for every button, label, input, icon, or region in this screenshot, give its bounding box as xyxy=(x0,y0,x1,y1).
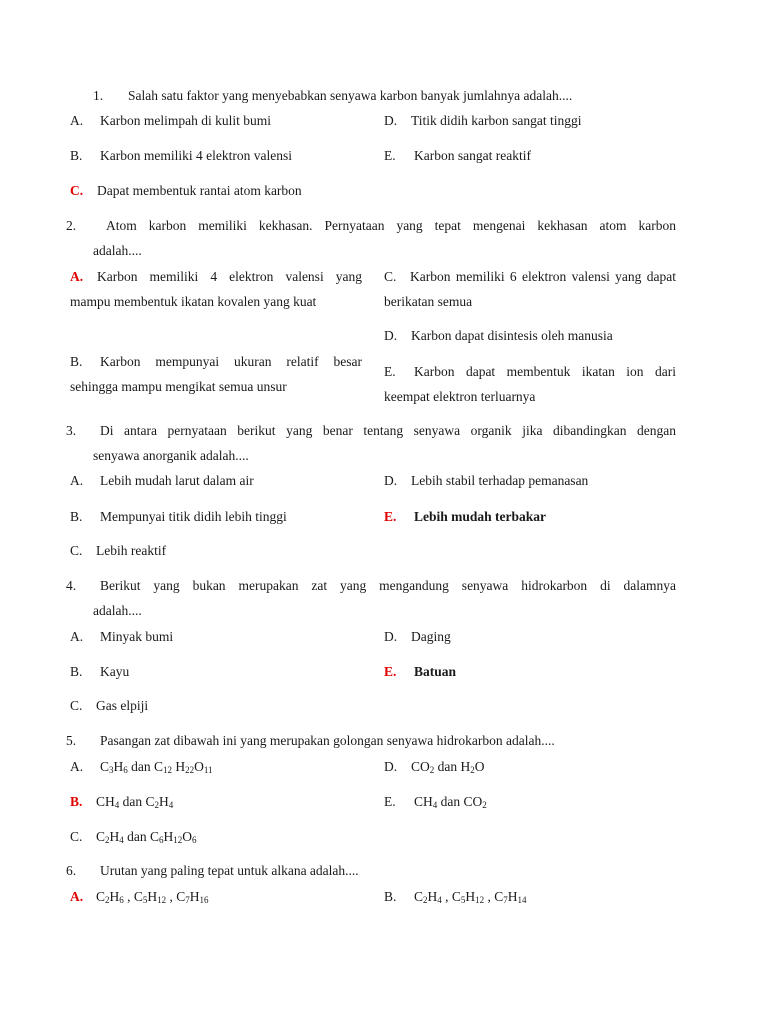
option-text: Gas elpiji xyxy=(96,698,149,713)
option-letter: A. xyxy=(70,759,84,774)
option-formula: $C_2H_4$ dan $C_6H_{12}O_6$ xyxy=(96,829,197,845)
option-letter: B. xyxy=(70,354,83,369)
option-letter-correct: A. xyxy=(70,889,84,904)
option-letter-correct: E. xyxy=(384,664,397,679)
question-2-line2 xyxy=(93,243,142,259)
option-formula: $C_3H_6$ dan $C_{12}$ $H_{22}O_{11}$ xyxy=(100,759,213,775)
question-text: Berikut yang bukan merupakan zat yang mengandung senyawa hidrokarbon di dalamnya xyxy=(100,578,676,593)
option-letter: D. xyxy=(384,473,398,488)
option-4a[interactable] xyxy=(70,629,173,645)
option-1e[interactable] xyxy=(384,148,531,164)
option-text: Karbon dapat membentuk ikatan ion dari keempat elektron terluarnya xyxy=(384,364,676,404)
option-letter-correct: C. xyxy=(70,183,84,198)
option-5c[interactable] xyxy=(70,829,197,845)
option-text: Karbon mempunyai ukuran relatif besar sehingga mampu mengikat semua unsur xyxy=(70,354,362,394)
option-2c[interactable] xyxy=(384,264,676,314)
option-4b[interactable] xyxy=(70,664,129,680)
option-6a[interactable] xyxy=(70,889,209,905)
option-5b[interactable] xyxy=(70,794,173,810)
option-text: Karbon memiliki 4 elektron valensi xyxy=(100,148,292,163)
question-number: 6. xyxy=(66,863,77,878)
option-letter: D. xyxy=(384,113,398,128)
option-3d[interactable] xyxy=(384,473,588,489)
option-letter-correct: A. xyxy=(70,269,84,284)
option-1c[interactable] xyxy=(70,183,302,199)
question-text: Salah satu faktor yang menyebabkan senyawa karbon banyak jumlahnya adalah.... xyxy=(128,88,573,103)
option-letter: E. xyxy=(384,148,396,163)
option-formula: $CO_2$ dan $H_2O$ xyxy=(411,759,485,775)
option-letter: B. xyxy=(384,889,397,904)
option-text: Karbon dapat disintesis oleh manusia xyxy=(411,328,613,343)
option-2b[interactable] xyxy=(70,349,362,399)
option-letter: C. xyxy=(384,269,397,284)
question-text-cont: senyawa anorganik adalah.... xyxy=(93,448,249,463)
option-1a[interactable] xyxy=(70,113,271,129)
question-text-cont: adalah.... xyxy=(93,243,142,258)
option-text: Lebih mudah terbakar xyxy=(414,509,547,524)
option-3a[interactable] xyxy=(70,473,254,489)
option-3b[interactable] xyxy=(70,509,287,525)
option-2e[interactable] xyxy=(384,359,676,409)
option-3e[interactable] xyxy=(384,509,546,525)
question-3-line2 xyxy=(93,448,249,464)
option-letter: D. xyxy=(384,629,398,644)
option-text: Kayu xyxy=(100,664,130,679)
question-3 xyxy=(66,423,676,439)
question-5 xyxy=(66,733,555,749)
question-text: Di antara pernyataan berikut yang benar tentang senyawa organik jika dibandingkan dengan xyxy=(100,423,676,438)
option-4d[interactable] xyxy=(384,629,451,645)
option-letter: A. xyxy=(70,629,84,644)
option-4c[interactable] xyxy=(70,698,148,714)
option-text: Lebih mudah larut dalam air xyxy=(100,473,254,488)
question-2 xyxy=(66,218,676,234)
question-1 xyxy=(93,88,572,104)
question-number: 4. xyxy=(66,578,77,593)
option-1d[interactable] xyxy=(384,113,582,129)
option-text: Karbon memiliki 4 elektron valensi yang mampu membentuk ikatan kovalen yang kuat xyxy=(70,269,362,309)
option-5e[interactable] xyxy=(384,794,487,810)
option-text: Dapat membentuk rantai atom karbon xyxy=(97,183,302,198)
option-text: Titik didih karbon sangat tinggi xyxy=(411,113,582,128)
option-text: Daging xyxy=(411,629,451,644)
option-text: Karbon sangat reaktif xyxy=(414,148,531,163)
option-formula: $CH_4$ dan $CO_2$ xyxy=(414,794,487,810)
option-4e[interactable] xyxy=(384,664,456,680)
option-formula: $C_2H_4$ , $C_5H_{12}$ , $C_7H_{14}$ xyxy=(414,889,527,905)
question-text: Atom karbon memiliki kekhasan. Pernyataan yang tepat mengenai kekhasan atom karbon xyxy=(106,218,676,233)
option-letter: A. xyxy=(70,473,84,488)
option-text: Mempunyai titik didih lebih tinggi xyxy=(100,509,287,524)
option-1b[interactable] xyxy=(70,148,292,164)
question-number: 5. xyxy=(66,733,77,748)
option-2a[interactable] xyxy=(70,264,362,314)
option-2d[interactable] xyxy=(384,328,613,344)
question-number: 2. xyxy=(66,218,77,233)
option-letter: D. xyxy=(384,759,398,774)
question-6 xyxy=(66,863,359,879)
question-number: 1. xyxy=(93,88,104,103)
option-formula: $CH_4$ dan $C_2H_4$ xyxy=(96,794,174,810)
option-letter: B. xyxy=(70,509,83,524)
option-text: Batuan xyxy=(414,664,457,679)
question-number: 3. xyxy=(66,423,77,438)
option-letter: A. xyxy=(70,113,84,128)
option-letter: E. xyxy=(384,794,396,809)
question-4 xyxy=(66,578,676,594)
option-text: Minyak bumi xyxy=(100,629,174,644)
option-5a[interactable] xyxy=(70,759,213,775)
option-letter: C. xyxy=(70,698,83,713)
option-5d[interactable] xyxy=(384,759,485,775)
option-letter-correct: B. xyxy=(70,794,83,809)
option-letter: B. xyxy=(70,664,83,679)
option-text: Lebih stabil terhadap pemanasan xyxy=(411,473,589,488)
option-formula: $C_2H_6$ , $C_5H_{12}$ , $C_7H_{16}$ xyxy=(96,889,209,905)
option-letter: C. xyxy=(70,543,83,558)
option-6b[interactable] xyxy=(384,889,527,905)
question-text-cont: adalah.... xyxy=(93,603,142,618)
question-4-line2 xyxy=(93,603,142,619)
option-3c[interactable] xyxy=(70,543,166,559)
question-text: Urutan yang paling tepat untuk alkana adalah.... xyxy=(100,863,359,878)
option-text: Karbon memiliki 6 elektron valensi yang dapat berikatan semua xyxy=(384,269,676,309)
option-letter-correct: E. xyxy=(384,509,397,524)
option-letter: D. xyxy=(384,328,398,343)
option-text: Karbon melimpah di kulit bumi xyxy=(100,113,271,128)
option-letter: B. xyxy=(70,148,83,163)
question-text: Pasangan zat dibawah ini yang merupakan golongan senyawa hidrokarbon adalah.... xyxy=(100,733,555,748)
option-letter: E. xyxy=(384,364,396,379)
option-text: Lebih reaktif xyxy=(96,543,167,558)
option-letter: C. xyxy=(70,829,83,844)
